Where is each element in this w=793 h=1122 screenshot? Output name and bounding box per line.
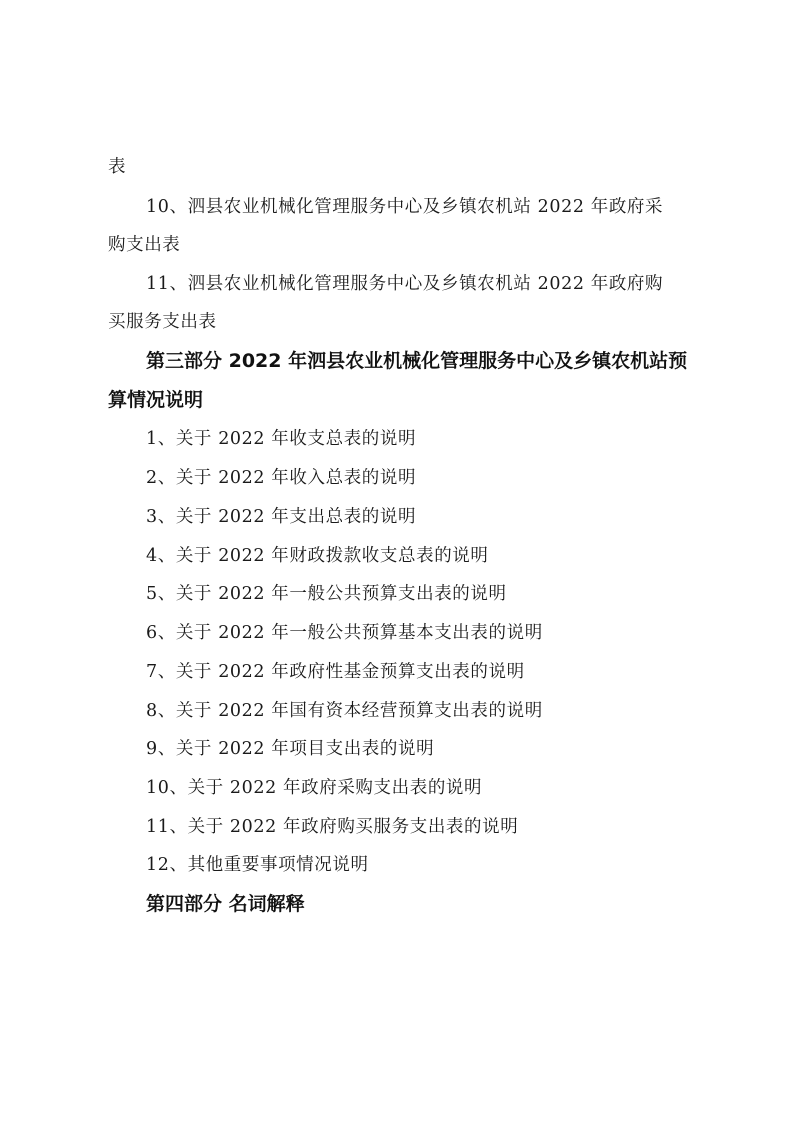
toc-item-9-continuation: 表 — [108, 157, 127, 177]
part3-item-1: 1、关于 2022 年收支总表的说明 — [146, 429, 417, 449]
toc-item-11-line1: 11、泗县农业机械化管理服务中心及乡镇农机站 2022 年政府购 — [146, 274, 664, 294]
toc-item-10-line2: 购支出表 — [108, 235, 181, 255]
part3-item-5: 5、关于 2022 年一般公共预算支出表的说明 — [146, 584, 507, 604]
toc-item-11-line2: 买服务支出表 — [108, 312, 217, 332]
part3-heading-line2: 算情况说明 — [108, 389, 204, 411]
part3-item-9: 9、关于 2022 年项目支出表的说明 — [146, 739, 435, 759]
part3-item-6: 6、关于 2022 年一般公共预算基本支出表的说明 — [146, 623, 543, 643]
part3-item-3: 3、关于 2022 年支出总表的说明 — [146, 507, 417, 527]
toc-item-10-line1: 10、泗县农业机械化管理服务中心及乡镇农机站 2022 年政府采 — [146, 197, 664, 217]
part3-item-8: 8、关于 2022 年国有资本经营预算支出表的说明 — [146, 701, 543, 721]
part3-item-4: 4、关于 2022 年财政拨款收支总表的说明 — [146, 546, 489, 566]
part3-item-12: 12、其他重要事项情况说明 — [146, 855, 369, 875]
part4-heading: 第四部分 名词解释 — [146, 893, 305, 915]
part3-item-10: 10、关于 2022 年政府采购支出表的说明 — [146, 778, 483, 798]
part3-item-2: 2、关于 2022 年收入总表的说明 — [146, 468, 417, 488]
part3-heading-line1: 第三部分 2022 年泗县农业机械化管理服务中心及乡镇农机站预 — [146, 350, 688, 372]
part3-item-11: 11、关于 2022 年政府购买服务支出表的说明 — [146, 817, 519, 837]
part3-item-7: 7、关于 2022 年政府性基金预算支出表的说明 — [146, 662, 525, 682]
